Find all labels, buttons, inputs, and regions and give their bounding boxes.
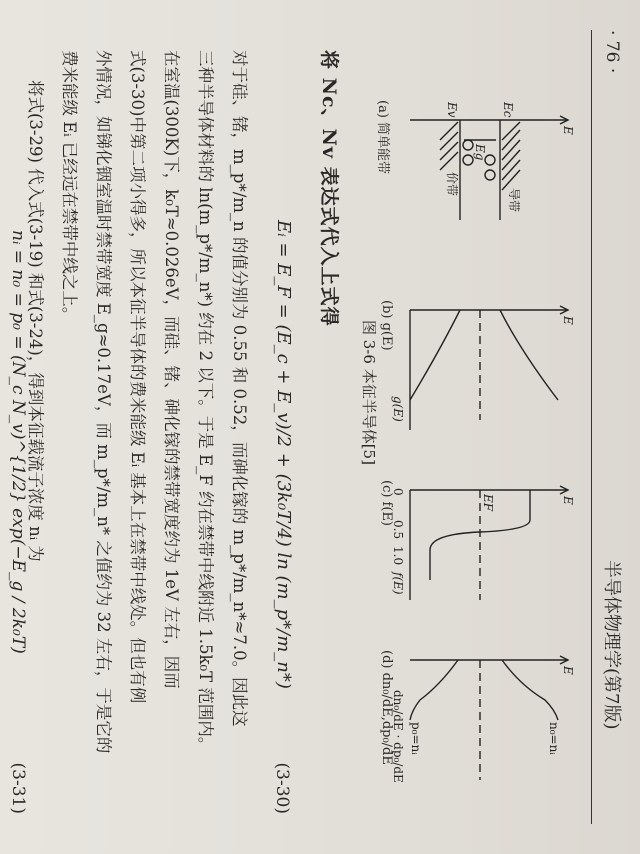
b-conduction-dos [500, 310, 558, 400]
caption-d: (d) dn₀/dE,dp₀/dE [379, 650, 394, 765]
b-axis-label: E [561, 316, 575, 325]
equation-3-30: Eᵢ = E_F = (E_c + E_v)/2 + (3k₀T/4) ln (m_p*/m_n*) [273, 220, 294, 689]
b-valence-dos [410, 310, 460, 400]
paragraph-line-2: 三种半导体材料的 ln(m_p*/m_n*) 约在 2 以下。于是 E_F 约在禁带中线附近 1.5k₀T 范围内。 [196, 50, 215, 754]
paragraph-line-4: 式(3-30)中第二项小得多，所以本征半导体的费米能级 Eᵢ 基本上在禁带中线处。但也有例 [128, 50, 147, 704]
ev-label: Ev [445, 102, 459, 118]
equation-number-3-31: (3-31) [8, 762, 28, 814]
ef-label: EF [481, 494, 495, 512]
caption-a: (a) 简单能带 [375, 100, 390, 175]
paragraph-line-5: 外情况，如锑化铟室温时禁带宽度 E_g≈0.17eV，而 m_p*/m_n* 之值约为 32 左右，于是它的 [94, 50, 113, 754]
d-axis-caption: dn₀/dE · dp₀/dE [391, 690, 405, 783]
a-axis-label: E [561, 126, 575, 135]
tick-05: 0.5 [391, 520, 405, 540]
tick-0: 0 [391, 488, 405, 496]
band-diagram-figure [390, 100, 580, 800]
caption-b: (b) g(E) [379, 300, 394, 351]
d-electron-distribution [502, 660, 558, 720]
paragraph-line-3: 在室温(300K)下，k₀T≈0.026eV，而硅、锗、砷化镓的禁带宽度约为 1eV 左右，因而 [162, 50, 181, 689]
gE-axis-label: g(E) [391, 396, 405, 422]
d-hole-distribution [410, 660, 458, 720]
ec-label: Ec [501, 102, 515, 118]
eg-label: Eg [473, 144, 487, 161]
paragraph-line-1: 对于硅、锗，m_p*/m_n 的值分别为 0.55 和 0.52，而砷化镓的 m_p*/m_n*≈7.0。因此这 [230, 50, 249, 727]
lead-sentence: 将 Nc、Nv 表达式代入上式得 [318, 50, 340, 327]
conduction-band-label: 导带 [507, 188, 521, 213]
figure-title: 图 3-6 本征半导体[5] [360, 320, 378, 465]
page-number: · 76 · [602, 30, 622, 74]
fE-axis-label: f(E) [391, 572, 405, 595]
d-axis-label: E [561, 666, 575, 675]
p0-label: p₀=nᵢ [409, 722, 423, 755]
n0-label: n₀=nᵢ [547, 722, 561, 755]
paragraph-2: 将式(3-29) 代入式(3-19) 和式(3-24)，得到本征载流子浓度 nᵢ 为 [26, 80, 45, 562]
c-axis-label: E [561, 496, 575, 505]
equation-number-3-30: (3-30) [272, 762, 292, 814]
header-rule [591, 30, 592, 824]
valence-band-label: 价带 [445, 172, 459, 197]
paragraph-line-6: 费米能级 Eᵢ 已经远在禁带中线之上。 [60, 50, 79, 324]
equation-3-31: nᵢ = n₀ = p₀ = (N_c N_v)^{1/2} exp(−E_g / 2k₀T) [8, 230, 28, 654]
book-title: 半导体物理学(第7版) [601, 560, 622, 730]
tick-10: 1.0 [391, 546, 405, 566]
caption-c: (c) f(E) [379, 480, 394, 527]
